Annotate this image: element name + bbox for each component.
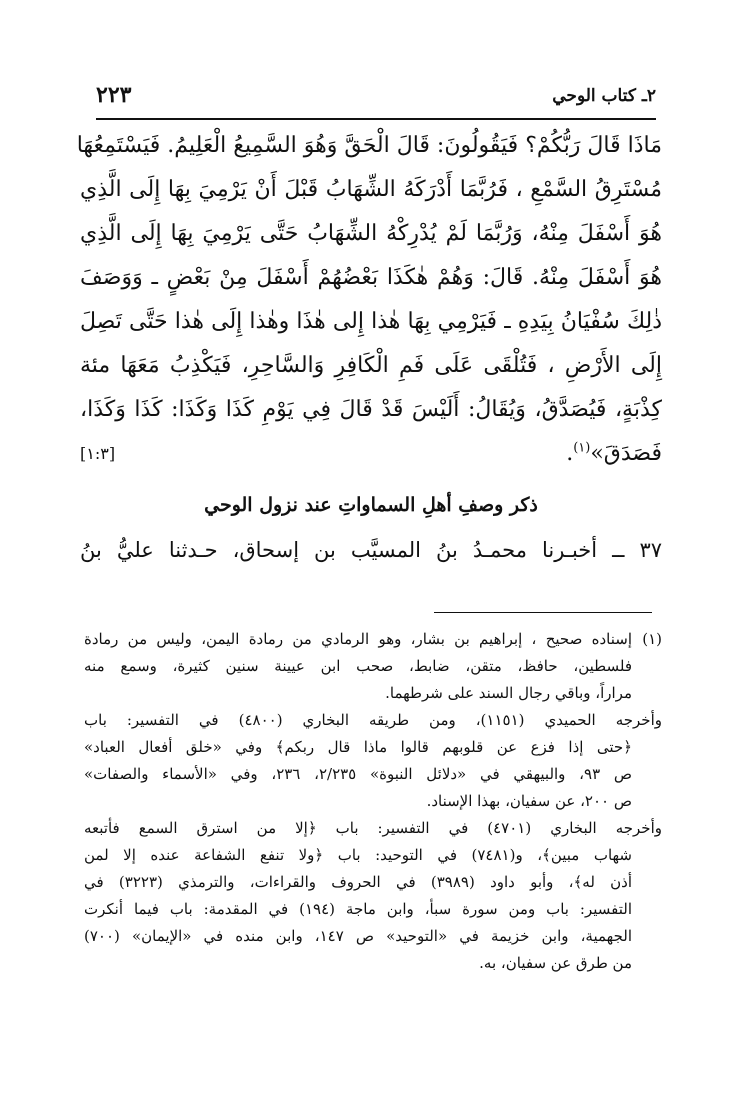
footnote-line-text: إسناده صحيح ، إبراهيم بن بشار، وهو الرمادي من رمادة اليمن، وليس من رمادة	[84, 630, 632, 648]
footnote-line: مراراً، وباقي رجال السند على شرطهما.	[385, 684, 632, 702]
footnote-line: ص ٩٣، والبيهقي في «دلائل النبوة» ٢/٢٣٥، ٢٣٦، وفي «الأسماء والصفات»	[84, 765, 633, 783]
footnotes	[84, 626, 662, 977]
footnote-line: من طرق عن سفيان، به.	[479, 954, 632, 972]
main-text-line: كِذْبَةٍ، فَيُصَدَّقُ، وَيُقَالُ: أَلَيْسَ قَدْ قَالَ فِي يَوْمِ كَذَا وَكَذَا: كَذَا وَكَذَا،	[80, 397, 662, 422]
main-text-last-line	[80, 432, 662, 476]
footnote-line: التفسير: باب ومن سورة سبأ، وابن ماجة (١٩٤) في المقدمة: باب فيما أنكرت	[84, 900, 632, 918]
main-text-line: هُوَ أَسْفَلَ مِنْهُ. قَالَ: وَهُمْ هٰكَذَا بَعْضُهُمْ أَسْفَلَ مِنْ بَعْضٍ ـ وَوَصَفَ	[80, 265, 662, 290]
footnote-line: فلسطين، حافظ، متقن، ضابط، صحب ابن عيينة سنين كثيرة، وسمع منه	[84, 657, 632, 675]
footnote-line: الجهمية، وابن خزيمة في «التوحيد» ص ١٤٧، وابن منده في «الإيمان» (٧٠٠)	[84, 927, 632, 945]
footnote-separator	[434, 612, 652, 613]
last-line-text: فَصَدَقَ»	[590, 441, 662, 466]
footnote-paragraph	[84, 707, 662, 815]
footnote-line: وأخرجه البخاري (٤٧٠١) في التفسير: باب ﴿إلا من استرق السمع فأتبعه	[84, 819, 662, 837]
footnote-line: وأخرجه الحميدي (١١٥١)، ومن طريقه البخاري (٤٨٠٠) في التفسير: باب	[84, 711, 662, 729]
main-text-line: مُسْتَرِقُ السَّمْعِ ، فَرُبَّمَا أَدْرَكَهُ الشِّهَابُ قَبْلَ أَنْ يَرْمِيَ بِهَا إِلَى الَّذِي	[80, 177, 662, 202]
footnote-number: (١)	[642, 630, 662, 648]
chapter-title: ٢ـ كتاب الوحي	[552, 86, 656, 106]
footnote-paragraph	[84, 815, 662, 977]
last-line-period: .	[566, 441, 574, 466]
main-text-line: إِلَى الأَرْضِ ، فَتُلْقَى عَلَى فَمِ الْكَافِرِ وَالسَّاحِرِ، فَيَكْذِبُ مَعَهَا مئة	[80, 353, 662, 378]
footnote-paragraph	[84, 626, 662, 707]
page-number: ٢٢٣	[96, 82, 132, 108]
footnote-marker[interactable]: (١)	[573, 440, 591, 456]
main-text	[76, 124, 662, 476]
main-text-line: ذٰلِكَ سُفْيَانُ بِيَدِهِ ـ فَيَرْمِي بِهَا هٰذا إِلى هٰذَا وهٰذا إِلَى هٰذا حَتَّى تَصِلَ	[80, 309, 662, 334]
footnote-line	[84, 626, 662, 653]
section-heading: ذكر وصفِ أهلِ السماواتِ عند نزول الوحي	[204, 494, 538, 516]
footnote-line: ﴿حتى إذا فزع عن قلوبهم قالوا ماذا قال ربكم﴾ وفي «خلق أفعال العباد»	[84, 738, 632, 756]
header-rule	[96, 118, 656, 120]
running-header	[96, 82, 656, 116]
footnote-line: ص ٢٠٠، عن سفيان، بهذا الإسناد.	[426, 792, 632, 810]
footnote-line: شهاب مبين﴾، و(٧٤٨١) في التوحيد: باب ﴿ولا تنفع الشفاعة عنده إلا لمن	[84, 846, 632, 864]
footnote-line: أذن له﴾، وأبو داود (٣٩٨٩) في الحروف والقراءات، والترمذي (٣٢٢٣) في	[84, 873, 633, 891]
hadith-reference: [١:٣]	[80, 444, 116, 463]
main-text-line: مَاذَا قَالَ رَبُّكُمْ؟ فَيَقُولُونَ: قَالَ الْحَقَّ وَهُوَ السَّمِيعُ الْعَلِيمُ. فَيَسْتَمِعُهَا	[76, 133, 662, 158]
main-text-line: هُوَ أَسْفَلَ مِنْهُ، وَرُبَّمَا لَمْ يُدْرِكْهُ الشِّهَابُ حَتَّى يَرْمِيَ بِهَا إِلَى الَّذِي	[80, 221, 662, 246]
narration-line: ٣٧ ــ أخبـرنا محمـدُ بنُ المسيَّب بن إسحاق، حـدثنا عليُّ بنُ	[80, 538, 662, 562]
